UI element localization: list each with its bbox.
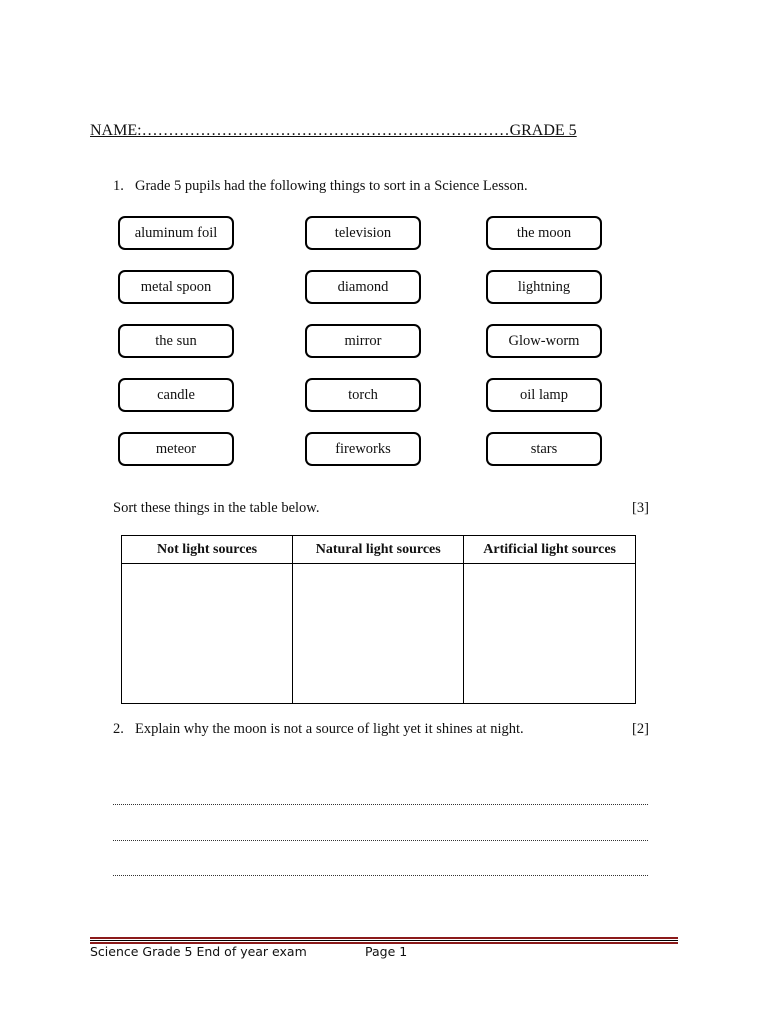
sort-marks: [3] bbox=[632, 500, 649, 516]
question-2-number: 2. bbox=[113, 721, 124, 737]
header-natural-light-sources: Natural light sources bbox=[293, 536, 464, 564]
item-card[interactable]: the moon bbox=[486, 216, 602, 250]
question-1-number: 1. bbox=[113, 178, 124, 194]
footer-page-number: Page 1 bbox=[365, 944, 408, 959]
natural-light-sources-cell[interactable] bbox=[293, 564, 464, 704]
item-card[interactable]: fireworks bbox=[305, 432, 421, 466]
name-grade-header bbox=[90, 122, 577, 140]
table-row bbox=[122, 564, 636, 704]
item-card[interactable]: stars bbox=[486, 432, 602, 466]
question-1 bbox=[113, 178, 528, 195]
not-light-sources-cell[interactable] bbox=[122, 564, 293, 704]
item-card[interactable]: torch bbox=[305, 378, 421, 412]
item-card[interactable]: metal spoon bbox=[118, 270, 234, 304]
answer-line[interactable] bbox=[113, 874, 648, 876]
sort-instruction: Sort these things in the table below. bbox=[113, 500, 320, 516]
header-not-light-sources: Not light sources bbox=[122, 536, 293, 564]
footer-exam-title: Science Grade 5 End of year exam bbox=[90, 944, 307, 959]
item-card[interactable]: the sun bbox=[118, 324, 234, 358]
footer-rule-black bbox=[90, 940, 678, 941]
name-label: NAME: bbox=[90, 122, 142, 139]
table-header-row bbox=[122, 536, 636, 564]
sorting-table bbox=[121, 535, 636, 704]
item-card[interactable]: candle bbox=[118, 378, 234, 412]
answer-line[interactable] bbox=[113, 803, 648, 805]
item-card[interactable]: meteor bbox=[118, 432, 234, 466]
question-2 bbox=[113, 721, 524, 738]
question-2-marks: [2] bbox=[632, 721, 649, 737]
item-card[interactable]: mirror bbox=[305, 324, 421, 358]
grade-label: GRADE 5 bbox=[509, 122, 577, 139]
question-1-text: Grade 5 pupils had the following things to sort in a Science Lesson. bbox=[135, 178, 528, 194]
item-card[interactable]: television bbox=[305, 216, 421, 250]
question-2-text: Explain why the moon is not a source of light yet it shines at night. bbox=[135, 721, 524, 737]
name-fill-line[interactable]: …………………………………………………………… bbox=[141, 122, 510, 139]
artificial-light-sources-cell[interactable] bbox=[464, 564, 636, 704]
item-card[interactable]: diamond bbox=[305, 270, 421, 304]
answer-line[interactable] bbox=[113, 839, 648, 841]
item-card[interactable]: Glow-worm bbox=[486, 324, 602, 358]
header-artificial-light-sources: Artificial light sources bbox=[464, 536, 636, 564]
item-card[interactable]: aluminum foil bbox=[118, 216, 234, 250]
footer-rule-red bbox=[90, 937, 678, 939]
item-card[interactable]: lightning bbox=[486, 270, 602, 304]
item-card[interactable]: oil lamp bbox=[486, 378, 602, 412]
